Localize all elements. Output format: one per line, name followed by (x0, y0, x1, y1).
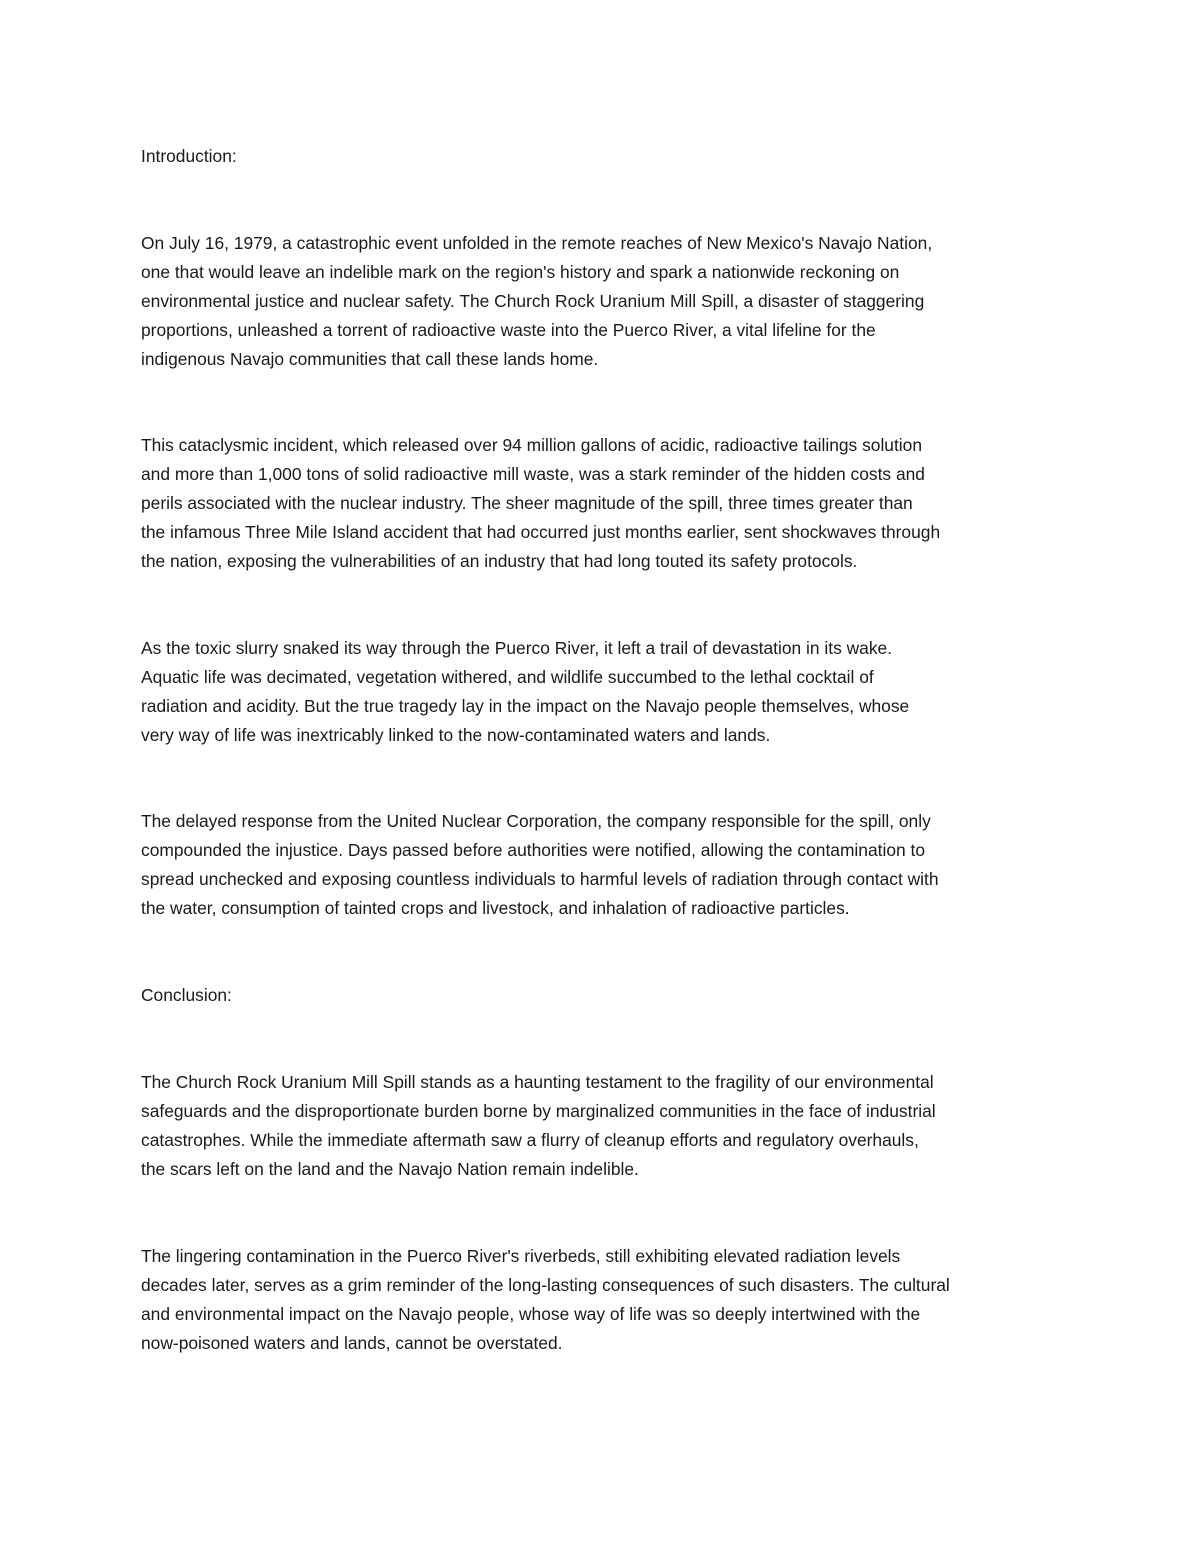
paragraph-line: spread unchecked and exposing countless individuals to harmful levels of radiation through contact with (141, 869, 939, 889)
paragraph-intro-3 (141, 634, 1063, 750)
paragraph-intro-2 (141, 431, 1063, 576)
paragraph-line: and environmental impact on the Navajo people, whose way of life was so deeply intertwined with the (141, 1304, 921, 1324)
paragraph-conclusion-2 (141, 1242, 1063, 1358)
paragraph-line: environmental justice and nuclear safety. The Church Rock Uranium Mill Spill, a disaster of staggering (141, 291, 925, 311)
paragraph-line: perils associated with the nuclear industry. The sheer magnitude of the spill, three times greater than (141, 493, 913, 513)
paragraph-line: decades later, serves as a grim reminder of the long-lasting consequences of such disasters. The cultural (141, 1275, 950, 1295)
paragraph-line: safeguards and the disproportionate burden borne by marginalized communities in the face of industrial (141, 1101, 936, 1121)
paragraph-line: the nation, exposing the vulnerabilities of an industry that had long touted its safety protocols. (141, 551, 858, 571)
paragraph-conclusion-1 (141, 1068, 1063, 1184)
paragraph-line: compounded the injustice. Days passed before authorities were notified, allowing the contamination to (141, 840, 926, 860)
paragraph-line: catastrophes. While the immediate aftermath saw a flurry of cleanup efforts and regulatory overhauls, (141, 1130, 919, 1150)
conclusion-heading: Conclusion: (141, 985, 232, 1005)
paragraph-line: As the toxic slurry snaked its way through the Puerco River, it left a trail of devastation in its wake. (141, 638, 893, 658)
paragraph-line: radiation and acidity. But the true tragedy lay in the impact on the Navajo people themselves, whose (141, 696, 910, 716)
paragraph-line: and more than 1,000 tons of solid radioactive mill waste, was a stark reminder of the hidden costs and (141, 464, 925, 484)
paragraph-line: The lingering contamination in the Puerco River's riverbeds, still exhibiting elevated radiation levels (141, 1246, 901, 1266)
paragraph-line: On July 16, 1979, a catastrophic event unfolded in the remote reaches of New Mexico's Navajo Nation, (141, 233, 933, 253)
paragraph-line: very way of life was inextricably linked to the now-contaminated waters and lands. (141, 725, 771, 745)
paragraph-line: The Church Rock Uranium Mill Spill stands as a haunting testament to the fragility of our environmental (141, 1072, 934, 1092)
intro-heading: Introduction: (141, 146, 237, 166)
paragraph-line: The delayed response from the United Nuclear Corporation, the company responsible for the spill, only (141, 811, 931, 831)
paragraph-line: indigenous Navajo communities that call these lands home. (141, 349, 599, 369)
paragraph-line: Aquatic life was decimated, vegetation withered, and wildlife succumbed to the lethal cocktail of (141, 667, 874, 687)
paragraph-line: one that would leave an indelible mark on the region's history and spark a nationwide reckoning on (141, 262, 900, 282)
paragraph-line: This cataclysmic incident, which released over 94 million gallons of acidic, radioactive tailings solution (141, 435, 923, 455)
paragraph-line: proportions, unleashed a torrent of radioactive waste into the Puerco River, a vital lifeline for the (141, 320, 876, 340)
paragraph-line: the water, consumption of tainted crops and livestock, and inhalation of radioactive particles. (141, 898, 850, 918)
paragraph-intro-1 (141, 229, 1063, 374)
paragraph-line: now-poisoned waters and lands, cannot be overstated. (141, 1333, 563, 1353)
paragraph-line: the scars left on the land and the Navajo Nation remain indelible. (141, 1159, 639, 1179)
paragraph-intro-4 (141, 807, 1063, 923)
paragraph-line: the infamous Three Mile Island accident that had occurred just months earlier, sent shockwaves through (141, 522, 941, 542)
